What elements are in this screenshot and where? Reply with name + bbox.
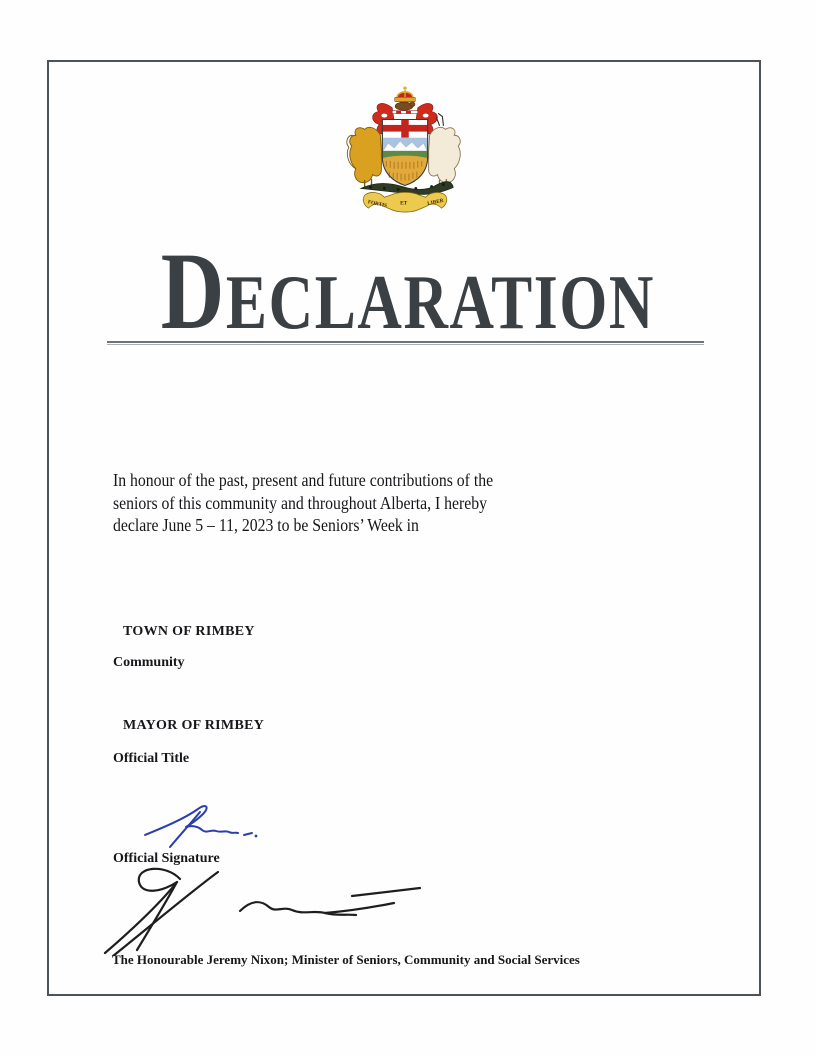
crown-band — [395, 97, 416, 101]
motto-text-mid: ET — [400, 200, 408, 207]
community-label: Community — [113, 655, 185, 670]
official-title-label: Official Title — [113, 751, 190, 766]
official-signature-image — [142, 797, 260, 852]
pronghorn-horns — [437, 114, 444, 126]
community-value: TOWN OF RIMBEY — [123, 624, 255, 639]
minister-attribution-line: The Honourable Jeremy Nixon; Minister of Seniors, Community and Social Services — [112, 952, 580, 967]
official-signature-label: Official Signature — [113, 851, 220, 866]
body-line-3: declare June 5 – 11, 2023 to be Seniors’ Week in — [113, 515, 419, 535]
minister-signature-image — [100, 866, 430, 956]
title-divider-rule — [107, 341, 704, 345]
declaration-body-paragraph — [113, 469, 581, 537]
st-george-cross-horizontal — [382, 125, 427, 132]
alberta-coat-of-arms-icon — [341, 84, 469, 218]
document-title-text: Declaration — [160, 230, 656, 352]
motto-text-right: LIBER — [426, 197, 445, 208]
body-line-1: In honour of the past, present and future contributions of the — [113, 470, 494, 490]
body-line-2: seniors of this community and throughout Alberta, I hereby — [113, 492, 488, 513]
lion-supporter — [350, 127, 382, 182]
pronghorn-supporter — [429, 127, 461, 182]
document-title — [0, 230, 816, 352]
motto-text-left: FORTIS — [367, 199, 388, 210]
official-title-value: MAYOR OF RIMBEY — [123, 718, 265, 733]
